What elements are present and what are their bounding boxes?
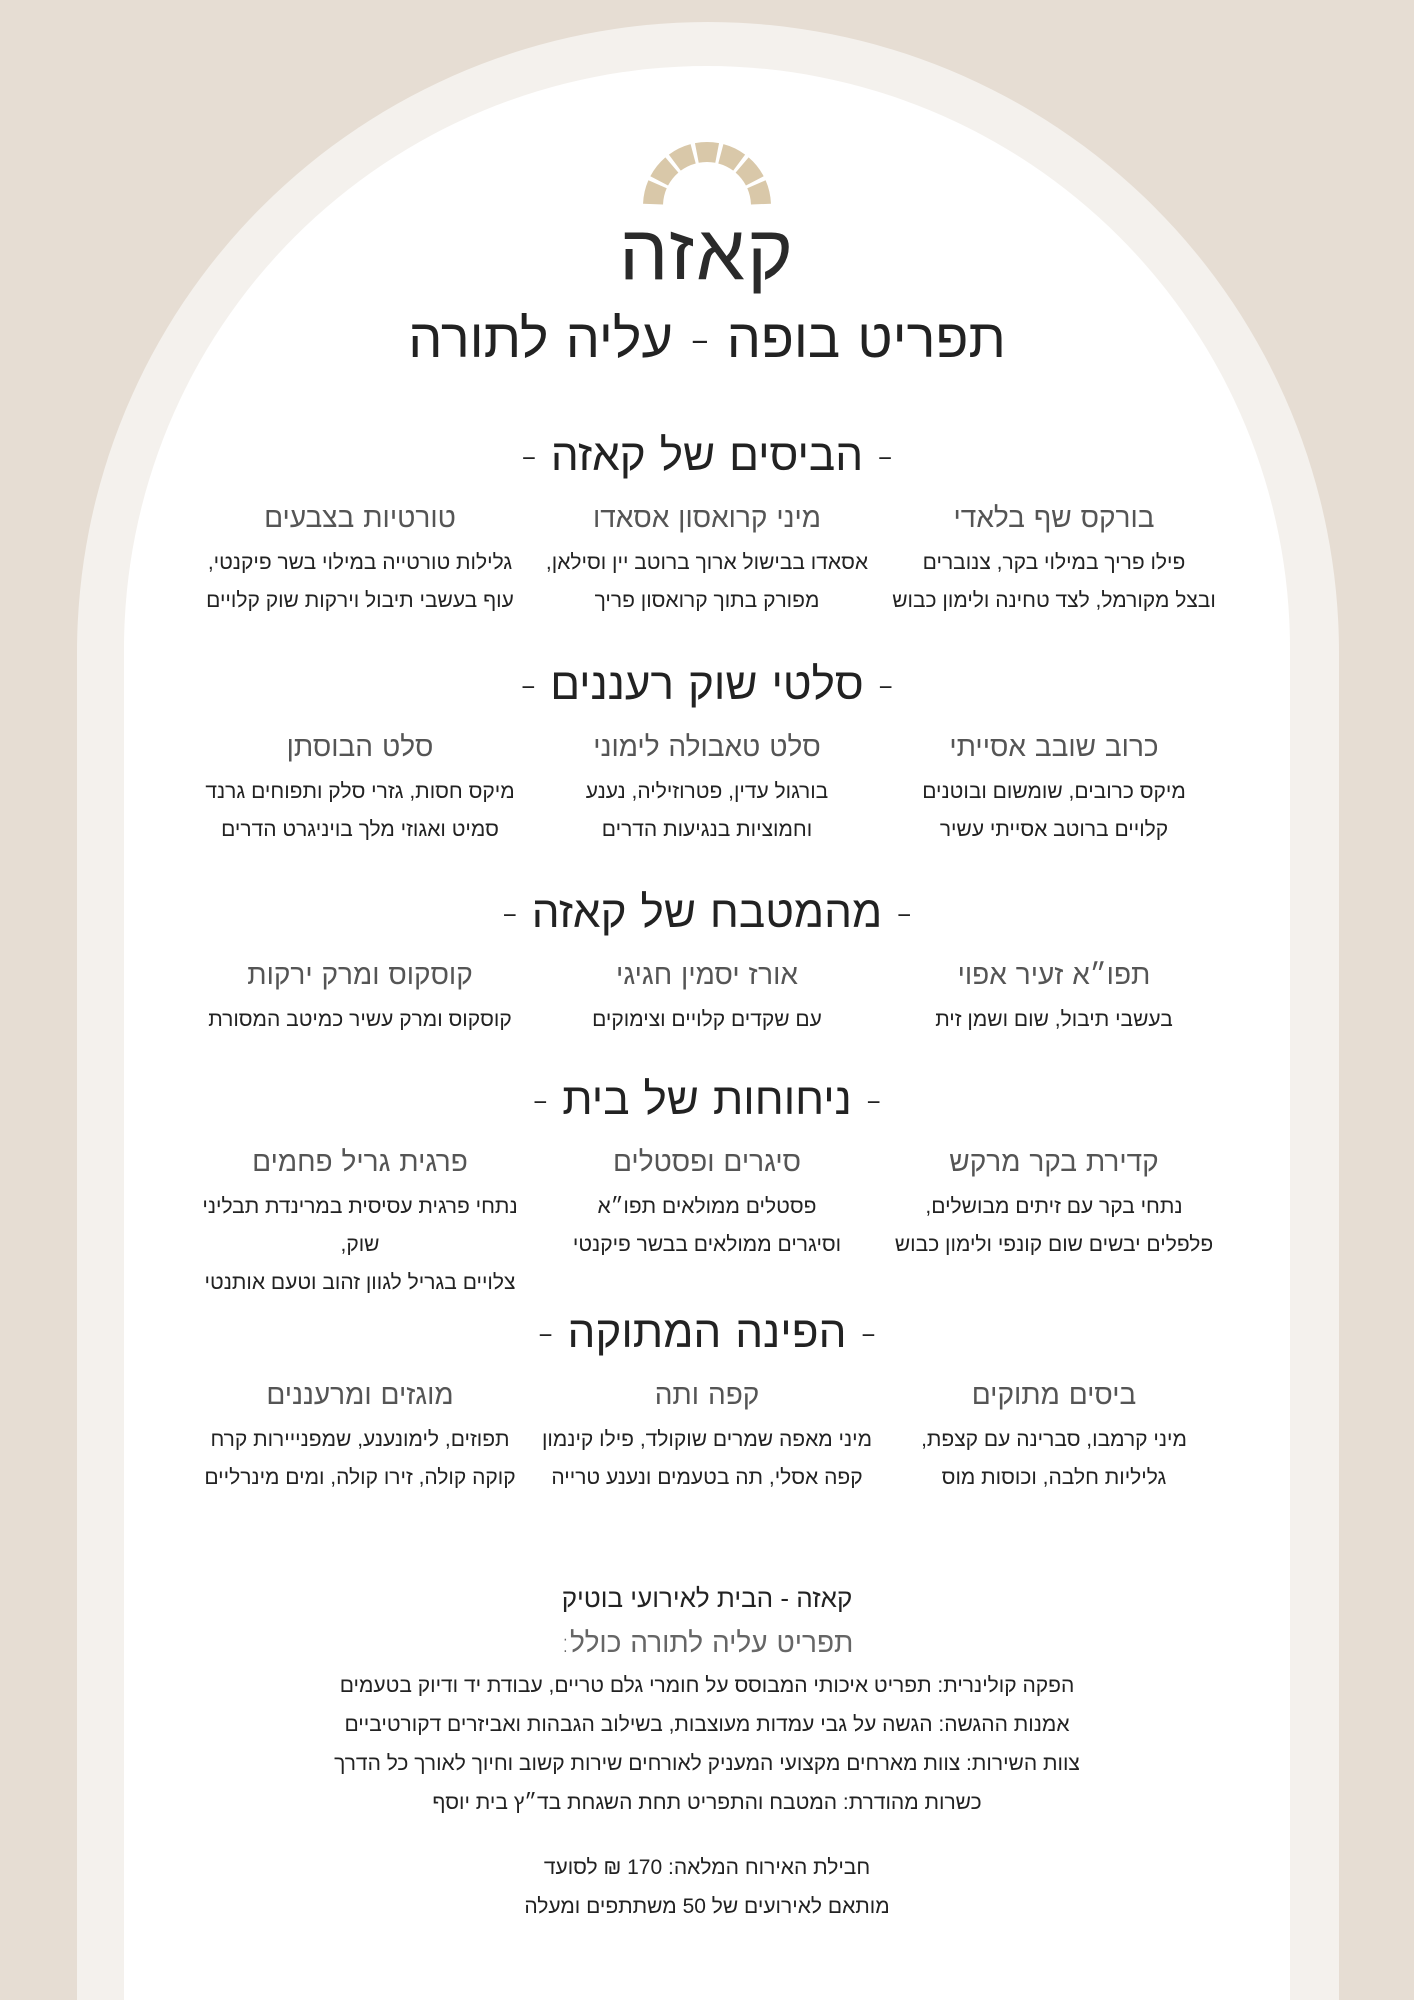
footer <box>124 1576 1290 1926</box>
item-description: תפוזים, לימונענע, שמפנייירות קרח <box>210 1428 510 1451</box>
section-title: - סלטי שוק רעננים - <box>520 659 894 710</box>
menu-item <box>527 727 887 849</box>
item-name: תפו״א זעיר אפוי <box>957 958 1151 991</box>
item-description: בעשבי תיבול, שום ושמן זית <box>935 1008 1173 1031</box>
item-name: טורטיות בצבעים <box>264 501 456 534</box>
item-name: ביסים מתוקים <box>971 1378 1137 1411</box>
arch-logo-icon <box>641 128 773 208</box>
item-description: קלויים ברוטב אסייתי עשיר <box>939 818 1169 841</box>
logo-segment <box>695 142 719 163</box>
menu-item <box>527 1375 887 1497</box>
menu-subtitle: תפריט בופה - עליה לתורה <box>408 307 1006 370</box>
menu-item <box>527 1142 887 1264</box>
item-description: מפורק בתוך קרואסון פריך <box>594 589 820 612</box>
section-title: - מהמטבח של קאזה - <box>501 887 913 938</box>
section-bites <box>124 428 1290 618</box>
item-name: מוגזים ומרעננים <box>266 1378 454 1411</box>
item-description: עם שקדים קלויים וצימוקים <box>592 1008 822 1031</box>
item-name: סיגרים ופסטלים <box>612 1145 801 1178</box>
menu-item <box>874 1142 1234 1264</box>
menu-item <box>180 955 540 1039</box>
section-title: - הביסים של קאזה - <box>521 430 893 481</box>
item-description: וסיגרים ממולאים בבשר פיקנטי <box>572 1233 842 1256</box>
section-title: - ניחוחות של בית - <box>532 1074 882 1125</box>
item-description: עוף בעשבי תיבול וירקות שוק קלויים <box>206 589 514 612</box>
section-title: - הפינה המתוקה - <box>537 1307 877 1358</box>
section-home <box>124 1072 1290 1294</box>
item-description: צלויים בגריל לגוון זהוב וטעם אותנטי <box>204 1271 516 1294</box>
item-description: גליליות חלבה, וכוסות מוס <box>941 1466 1167 1489</box>
item-description: נתחי בקר עם זיתים מבושלים, <box>925 1195 1183 1218</box>
menu-item <box>874 955 1234 1039</box>
footer-line: כשרות מהודרת: המטבח והתפריט תחת השגחת בד״ץ בית יוסף <box>432 1791 982 1814</box>
item-description: פילו פריך במילוי בקר, צנוברים <box>922 551 1186 574</box>
item-description: גלילות טורטייה במילוי בשר פיקנטי, <box>207 551 513 574</box>
menu-item <box>180 498 540 620</box>
section-kitchen <box>124 885 1290 1075</box>
item-description: סמיט ואגוזי מלך בויניגרט הדרים <box>221 818 499 841</box>
footer-title: קאזה - הבית לאירועי בוטיק <box>561 1583 853 1613</box>
item-description: קוקה קולה, זירו קולה, ומים מינרליים <box>204 1466 516 1489</box>
item-description: מיקס כרובים, שומשום ובוטנים <box>922 780 1186 803</box>
menu-item <box>527 955 887 1039</box>
item-description: קפה אסלי, תה בטעמים ונענע טרייה <box>551 1466 863 1489</box>
item-description: וחמוציות בנגיעות הדרים <box>601 818 813 841</box>
item-name: קפה ותה <box>654 1378 760 1411</box>
item-description: ובצל מקורמל, לצד טחינה ולימון כבוש <box>892 589 1216 612</box>
item-name: קוסקוס ומרק ירקות <box>247 958 473 991</box>
footer-subtitle: תפריט עליה לתורה כולל: <box>560 1626 854 1659</box>
section-sweet <box>124 1305 1290 1495</box>
item-name: כרוב שובב אסייתי <box>949 730 1159 763</box>
item-description: בורגול עדין, פטרוזיליה, נענע <box>585 780 829 803</box>
menu-item <box>874 1375 1234 1497</box>
menu-item <box>180 727 540 849</box>
menu-item <box>180 1142 540 1302</box>
minimum-guests-line: מותאם לאירועים של 50 משתתפים ומעלה <box>524 1895 890 1918</box>
item-name: מיני קרואסון אסאדו <box>592 501 822 534</box>
menu-content <box>124 66 1290 2000</box>
item-description: אסאדו בבישול ארוך ברוטב יין וסילאן, <box>545 551 869 574</box>
item-description: נתחי פרגית עסיסית במרינדת תבליני שוק, <box>202 1195 518 1256</box>
item-description: פסטלים ממולאים תפו״א <box>597 1195 817 1218</box>
brand-name: קאזה <box>618 208 796 298</box>
item-description: מיני מאפה שמרים שוקולד, פילו קינמון <box>541 1428 873 1451</box>
item-name: אורז יסמין חגיגי <box>616 958 798 991</box>
item-description: מיקס חסות, גזרי סלק ותפוחים גרנד <box>205 780 515 803</box>
section-salads <box>124 657 1290 847</box>
footer-line: צוות השירות: צוות מארחים מקצועי המעניק לאורחים שירות קשוב וחיוך לאורך כל הדרך <box>334 1752 1080 1775</box>
logo-segment <box>643 180 667 204</box>
item-description: פלפלים יבשים שום קונפי ולימון כבוש <box>894 1233 1214 1256</box>
menu-item <box>527 498 887 620</box>
menu-item <box>180 1375 540 1497</box>
footer-line: הפקה קולינרית: תפריט איכותי המבוסס על חומרי גלם טריים, עבודת יד ודיוק בטעמים <box>339 1674 1075 1697</box>
item-name: בורקס שף בלאדי <box>953 501 1155 534</box>
price-line: חבילת האירוח המלאה: 170 ₪ לסועד <box>543 1856 871 1879</box>
menu-item <box>874 498 1234 620</box>
item-name: סלט הבוסתן <box>286 730 434 763</box>
item-name: סלט טאבולה לימוני <box>593 730 821 763</box>
logo-segment <box>747 180 771 204</box>
footer-line: אמנות ההגשה: הגשה על גבי עמדות מעוצבות, בשילוב הגבהות ואביזרים דקורטיביים <box>344 1713 1070 1736</box>
item-description: קוסקוס ומרק עשיר כמיטב המסורת <box>208 1008 512 1031</box>
item-description: מיני קרמבו, סברינה עם קצפת, <box>921 1428 1187 1451</box>
item-name: פרגית גריל פחמים <box>252 1145 468 1178</box>
item-name: קדירת בקר מרקש <box>949 1145 1159 1178</box>
menu-item <box>874 727 1234 849</box>
